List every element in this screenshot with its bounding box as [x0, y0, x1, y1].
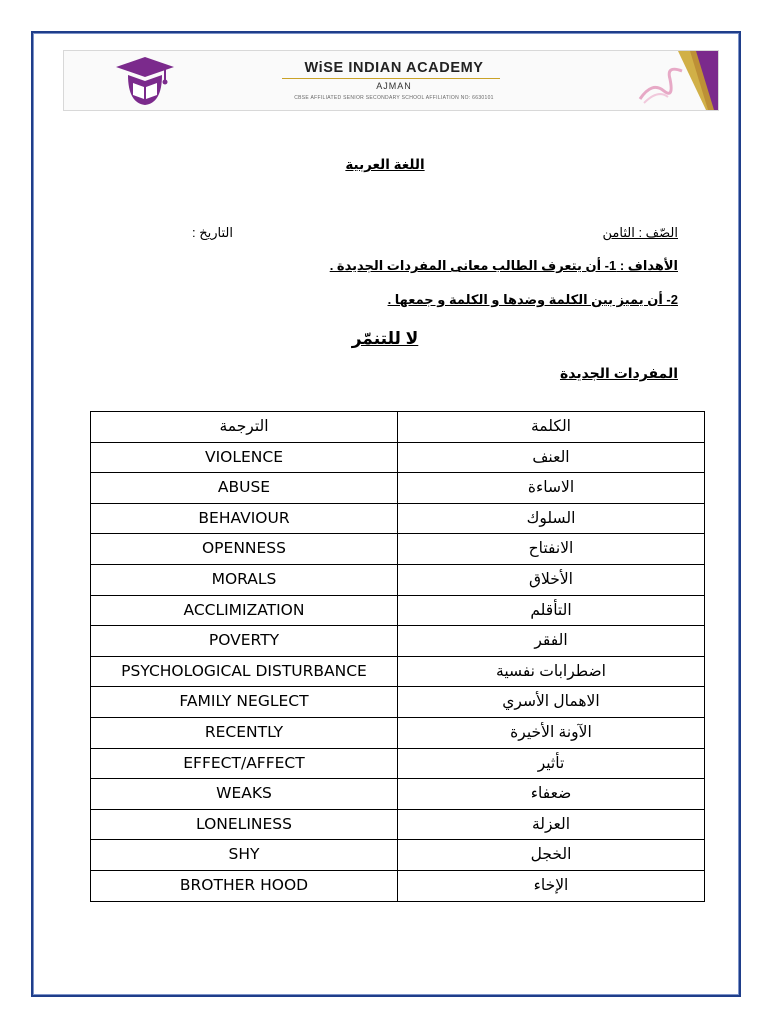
table-row	[91, 564, 705, 595]
table-row	[91, 503, 705, 534]
arabic-word-cell: الآونة الأخيرة	[398, 717, 705, 748]
translation-cell: ACCLIMIZATION	[91, 595, 398, 626]
academy-name-underline	[282, 78, 500, 79]
translation-cell: PSYCHOLOGICAL DISTURBANCE	[91, 656, 398, 687]
table-row	[91, 870, 705, 901]
translation-cell: POVERTY	[91, 626, 398, 657]
objective-1: الأهداف : 1- أن يتعرف الطالب معانى المفردات الجديدة .	[329, 258, 678, 273]
translation-cell: BEHAVIOUR	[91, 503, 398, 534]
arabic-word-cell: التأقلم	[398, 595, 705, 626]
school-banner	[63, 50, 719, 111]
arabic-word-cell: الخجل	[398, 840, 705, 871]
academy-name: WiSE INDIAN ACADEMY	[304, 60, 484, 76]
translation-cell: BROTHER HOOD	[91, 870, 398, 901]
arabic-word-cell: الفقر	[398, 626, 705, 657]
arabic-word-cell: العنف	[398, 442, 705, 473]
subject-title: اللغة العربية	[345, 157, 425, 172]
table-row	[91, 687, 705, 718]
translation-cell: VIOLENCE	[91, 442, 398, 473]
academy-affiliation: CBSE AFFILIATED SENIOR SECONDARY SCHOOL AFFILIATION NO: 6630101	[294, 95, 494, 101]
decorative-swirl-graphic	[630, 51, 718, 110]
arabic-word-cell: ضعفاء	[398, 779, 705, 810]
translation-column-header: الترجمة	[91, 412, 398, 443]
arabic-word-cell: السلوك	[398, 503, 705, 534]
table-row	[91, 473, 705, 504]
table-row	[91, 442, 705, 473]
word-column-header: الكلمة	[398, 412, 705, 443]
translation-cell: SHY	[91, 840, 398, 871]
arabic-word-cell: تأثير	[398, 748, 705, 779]
table-row	[91, 534, 705, 565]
table-row	[91, 809, 705, 840]
vocabulary-section-title: المفردات الجديدة	[559, 365, 678, 381]
arabic-word-cell: اضطرابات نفسية	[398, 656, 705, 687]
arabic-word-cell: الانفتاح	[398, 534, 705, 565]
vocabulary-table	[90, 411, 705, 902]
grade-label: الصّف : الثامن	[602, 225, 678, 240]
table-row	[91, 748, 705, 779]
arabic-word-cell: العزلة	[398, 809, 705, 840]
translation-cell: ABUSE	[91, 473, 398, 504]
table-header-row	[91, 412, 705, 443]
translation-cell: FAMILY NEGLECT	[91, 687, 398, 718]
table-row	[91, 626, 705, 657]
translation-cell: WEAKS	[91, 779, 398, 810]
academy-city: AJMAN	[376, 81, 412, 91]
table-row	[91, 779, 705, 810]
table-row	[91, 840, 705, 871]
objective-2: 2- أن يميز بين الكلمة وضدها و الكلمة و جمعها .	[387, 292, 678, 307]
translation-cell: RECENTLY	[91, 717, 398, 748]
arabic-word-cell: الاهمال الأسري	[398, 687, 705, 718]
arabic-word-cell: الأخلاق	[398, 564, 705, 595]
graduation-cap-book-logo	[114, 55, 176, 107]
arabic-word-cell: الإخاء	[398, 870, 705, 901]
table-row	[91, 717, 705, 748]
arabic-word-cell: الاساءة	[398, 473, 705, 504]
translation-cell: LONELINESS	[91, 809, 398, 840]
table-row	[91, 595, 705, 626]
date-label: التاريخ :	[192, 225, 233, 240]
translation-cell: OPENNESS	[91, 534, 398, 565]
slogan-title: لا للتنمّر	[351, 329, 419, 348]
translation-cell: EFFECT/AFFECT	[91, 748, 398, 779]
table-row	[91, 656, 705, 687]
translation-cell: MORALS	[91, 564, 398, 595]
